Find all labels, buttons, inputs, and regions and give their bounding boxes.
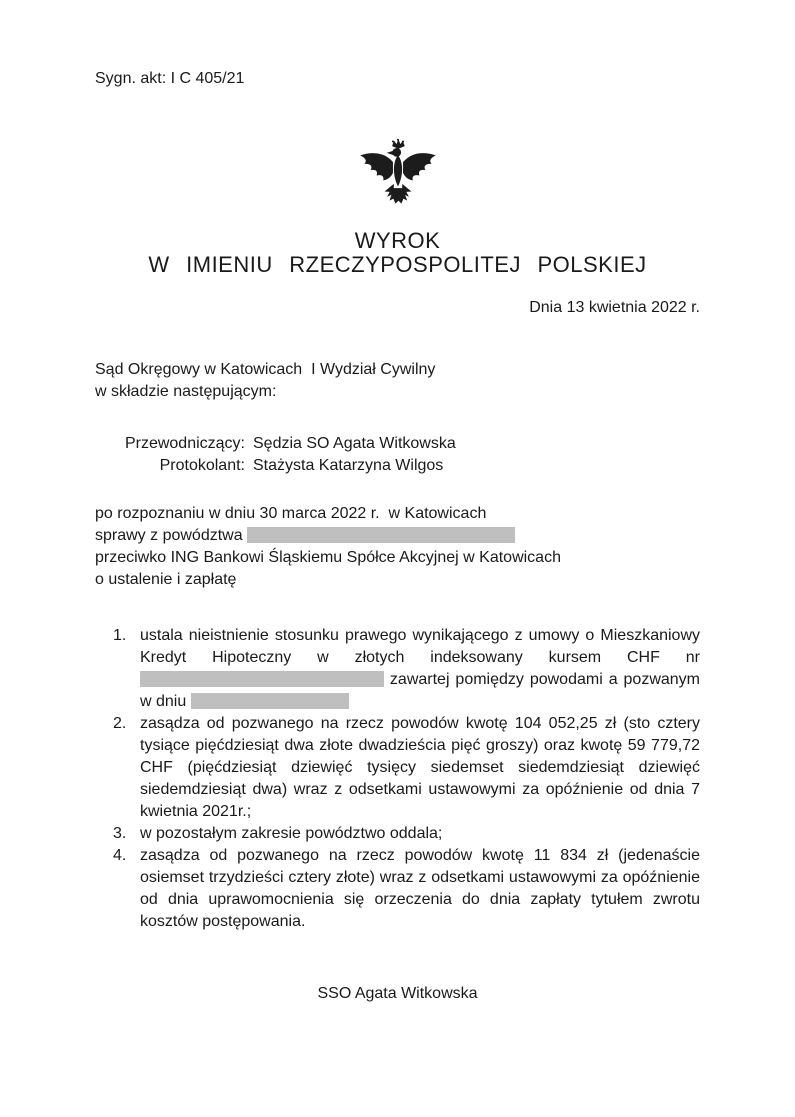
panel-block bbox=[95, 433, 700, 477]
polish-eagle-icon bbox=[356, 137, 440, 219]
ruling-item: 2. zasądza od pozwanego na rzecz powodów kwotę 104 052,25 zł (sto cztery tysiące pięćdziesiąt dwa złote dwadzieścia pięć groszy) oraz kwotę 59 779,72 CHF (pięćdziesiąt dziewięć tysięcy siedemset siedemdziesiąt dziewięć siedemdziesiąt dwa) wraz z odsetkami ustawowymi za opóźnienie od dnia 7 kwietnia 2021r.; bbox=[113, 715, 700, 820]
ruling-item: 4. zasądza od pozwanego na rzecz powodów kwotę 11 834 zł (jedenaście osiemset trzydzieści cztery złote) wraz z odsetkami ustawowymi za opóźnienie od dnia uprawomocnienia się orzeczenia do dnia zapłaty tytułem zwrotu kosztów postępowania. bbox=[113, 847, 700, 930]
panel-row-clerk bbox=[95, 455, 700, 477]
panel-role: Protokolant: bbox=[159, 457, 245, 474]
ruling-number: 4. bbox=[113, 847, 127, 864]
panel-row-presiding bbox=[95, 433, 700, 455]
redaction-box bbox=[140, 671, 384, 687]
redaction-box bbox=[191, 693, 349, 709]
judge-signature: SSO Agata Witkowska bbox=[317, 985, 478, 1002]
panel-name: Sędzia SO Agata Witkowska bbox=[253, 435, 456, 452]
ruling-item: 3. w pozostałym zakresie powództwo oddala; bbox=[113, 823, 700, 845]
rulings-list bbox=[113, 625, 700, 933]
hearing-line: po rozpoznaniu w dniu 30 marca 2022 r. w Katowicach bbox=[95, 505, 487, 522]
coat-of-arms bbox=[95, 137, 700, 221]
ruling-number: 2. bbox=[113, 715, 127, 732]
case-intro-block bbox=[95, 503, 700, 591]
judgment-title: WYROK bbox=[354, 228, 441, 253]
defendant-line: przeciwko ING Bankowi Śląskiemu Spółce Akcyjnej w Katowicach bbox=[95, 549, 561, 566]
judgment-date: Dnia 13 kwietnia 2022 r. bbox=[529, 299, 700, 316]
ruling-item: 1. ustala nieistnienie stosunku prawego wynikającego z umowy o Mieszkaniowy Kredyt Hipoteczny w złotych indeksowany kursem CHF nr zawartej pomiędzy powodami a pozwanym w dniu bbox=[113, 627, 700, 710]
court-composition-intro: w składzie następującym: bbox=[95, 383, 277, 400]
ruling-number: 1. bbox=[113, 627, 127, 644]
panel-role: Przewodniczący: bbox=[124, 435, 245, 452]
ruling-number: 3. bbox=[113, 825, 127, 842]
subject-line: o ustalenie i zapłatę bbox=[95, 571, 237, 588]
panel-name: Stażysta Katarzyna Wilgos bbox=[253, 457, 444, 474]
case-number: Sygn. akt: I C 405/21 bbox=[95, 70, 245, 87]
redaction-box bbox=[247, 527, 515, 543]
judgment-subtitle: W IMIENIU RZECZYPOSPOLITEJ POLSKIEJ bbox=[148, 252, 647, 277]
court-block bbox=[95, 359, 700, 403]
plaintiff-line: sprawy z powództwa bbox=[95, 525, 700, 547]
court-name: Sąd Okręgowy w Katowicach I Wydział Cywilny bbox=[95, 361, 436, 378]
